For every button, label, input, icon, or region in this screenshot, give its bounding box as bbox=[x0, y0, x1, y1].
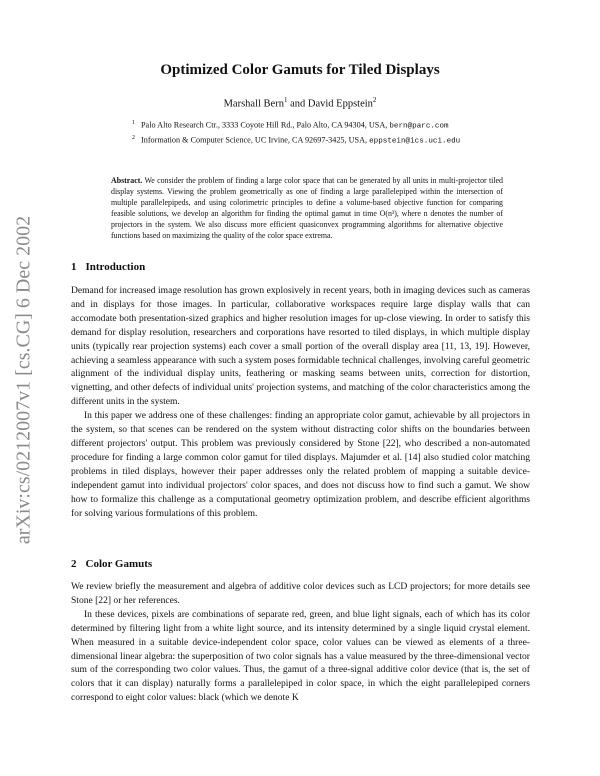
paragraph: Demand for increased image resolution has grown explosively in recent years, both in imaging devices such as cameras and in displays for those images. In particular, collaborative workspaces require large display walls that can accomodate both presentation-sized graphics and higher resolution images for up-close viewing. In order to satisfy this demand for display resolution, researchers and corporations have resorted to tiled displays, in which multiple display units (typically rear projection systems) each cover a small portion of the overall display area [11, 13, 19]. However, achieving a seamless appearance with such a system poses formidable technical challenges, involving careful geometric alignment of the individual display units, feathering or masking seams between units, correction for distortion, vignetting, and other defects of individual units' projection systems, and matching of the color characteristics among the different units in the system. bbox=[71, 285, 530, 408]
affiliation-line bbox=[132, 133, 532, 148]
section-title: Introduction bbox=[85, 261, 146, 273]
affiliation-mark: 2 bbox=[132, 135, 135, 142]
abstract-label: Abstract. bbox=[111, 176, 143, 185]
section-body-introduction bbox=[71, 284, 530, 520]
section-heading-introduction bbox=[71, 261, 145, 273]
abstract bbox=[111, 175, 503, 242]
paragraph: In this paper we address one of these challenges: finding an appropriate color gamut, achievable by all projectors in the system, so that scenes can be rendered on the system without distracting color shifts on the boundaries between different projectors' output. This problem was previously considered by Stone [22], who described a non-automated procedure for finding a large common color gamut for tiled displays. Majumder et al. [14] also studied color matching problems in tiled displays, however their paper addresses only the related problem of mapping a suitable device-independent gamut into individual projectors' color spaces, and does not discuss how to find such a gamut. We show how to formalize this challenge as a computational geometry optimization problem, and describe efficient algorithms for solving various formulations of this problem. bbox=[71, 410, 530, 519]
affiliation-text: Information & Computer Science, UC Irvine, CA 92697-3425, USA, bbox=[141, 135, 368, 145]
affiliation-line bbox=[132, 118, 532, 133]
section-number: 1 bbox=[71, 261, 77, 273]
affiliation-mark: 1 bbox=[132, 120, 135, 126]
section-title: Color Gamuts bbox=[85, 558, 153, 570]
author-name: David Eppstein bbox=[307, 98, 373, 110]
section-number: 2 bbox=[71, 558, 77, 570]
affiliation-mark: 2 bbox=[372, 96, 377, 104]
paragraph: In these devices, pixels are combinations of separate red, green, and blue light signals, each of which has its color determined by filtering light from a white light source, and its intensity determined by a single liquid crystal element. When measured in a suitable device-independent color space, color values can be viewed as elements of a three-dimensional linear algebra: the superposition of two color signals has a value measured by the three-dimensional vector sum of the corresponding two color values. Thus, the gamut of a three-signal additive color device (that is, the set of colors that it can display) naturally forms a parallelepiped in color space, in which the eight parallelepiped corners correspond to eight color values: black (which we denote K bbox=[71, 608, 530, 704]
author-line bbox=[0, 96, 600, 110]
section-body-color-gamuts bbox=[71, 580, 530, 705]
affiliations bbox=[132, 118, 532, 148]
author-name: Marshall Bern bbox=[223, 98, 284, 110]
email-link[interactable]: bern@parc.com bbox=[389, 122, 449, 131]
arxiv-stamp-text: arXiv:cs/0212007v1 [cs.CG] 6 Dec 2002 bbox=[12, 215, 35, 545]
paper-title: Optimized Color Gamuts for Tiled Displays bbox=[160, 62, 440, 78]
arxiv-stamp bbox=[4, 200, 44, 560]
affiliation-mark: 1 bbox=[283, 96, 288, 104]
author-joiner: and bbox=[290, 98, 306, 110]
abstract-text: We consider the problem of finding a large color space that can be generated by all units in multi-projector tiled display systems. Viewing the problem geometrically as one of finding a large parallelepiped within the intersection of multiple parallelepipeds, and using colorimetric principles to define a volume-based objective function for comparing feasible solutions, we develop an algorithm for finding the optimal gamut in time O(n³), where n denotes the number of projectors in the system. We also discuss more efficient quasiconvex programming algorithms for alternative objective functions based on maximizing the quality of the color space extrema. bbox=[111, 176, 503, 241]
section-heading-color-gamuts bbox=[71, 558, 152, 570]
paragraph: We review briefly the measurement and algebra of additive color devices such as LCD projectors; for more details see Stone [22] or her references. bbox=[71, 581, 530, 606]
email-link[interactable]: eppstein@ics.uci.edu bbox=[369, 137, 461, 146]
affiliation-text: Palo Alto Research Ctr., 3333 Coyote Hill Rd., Palo Alto, CA 94304, USA, bbox=[141, 120, 388, 130]
